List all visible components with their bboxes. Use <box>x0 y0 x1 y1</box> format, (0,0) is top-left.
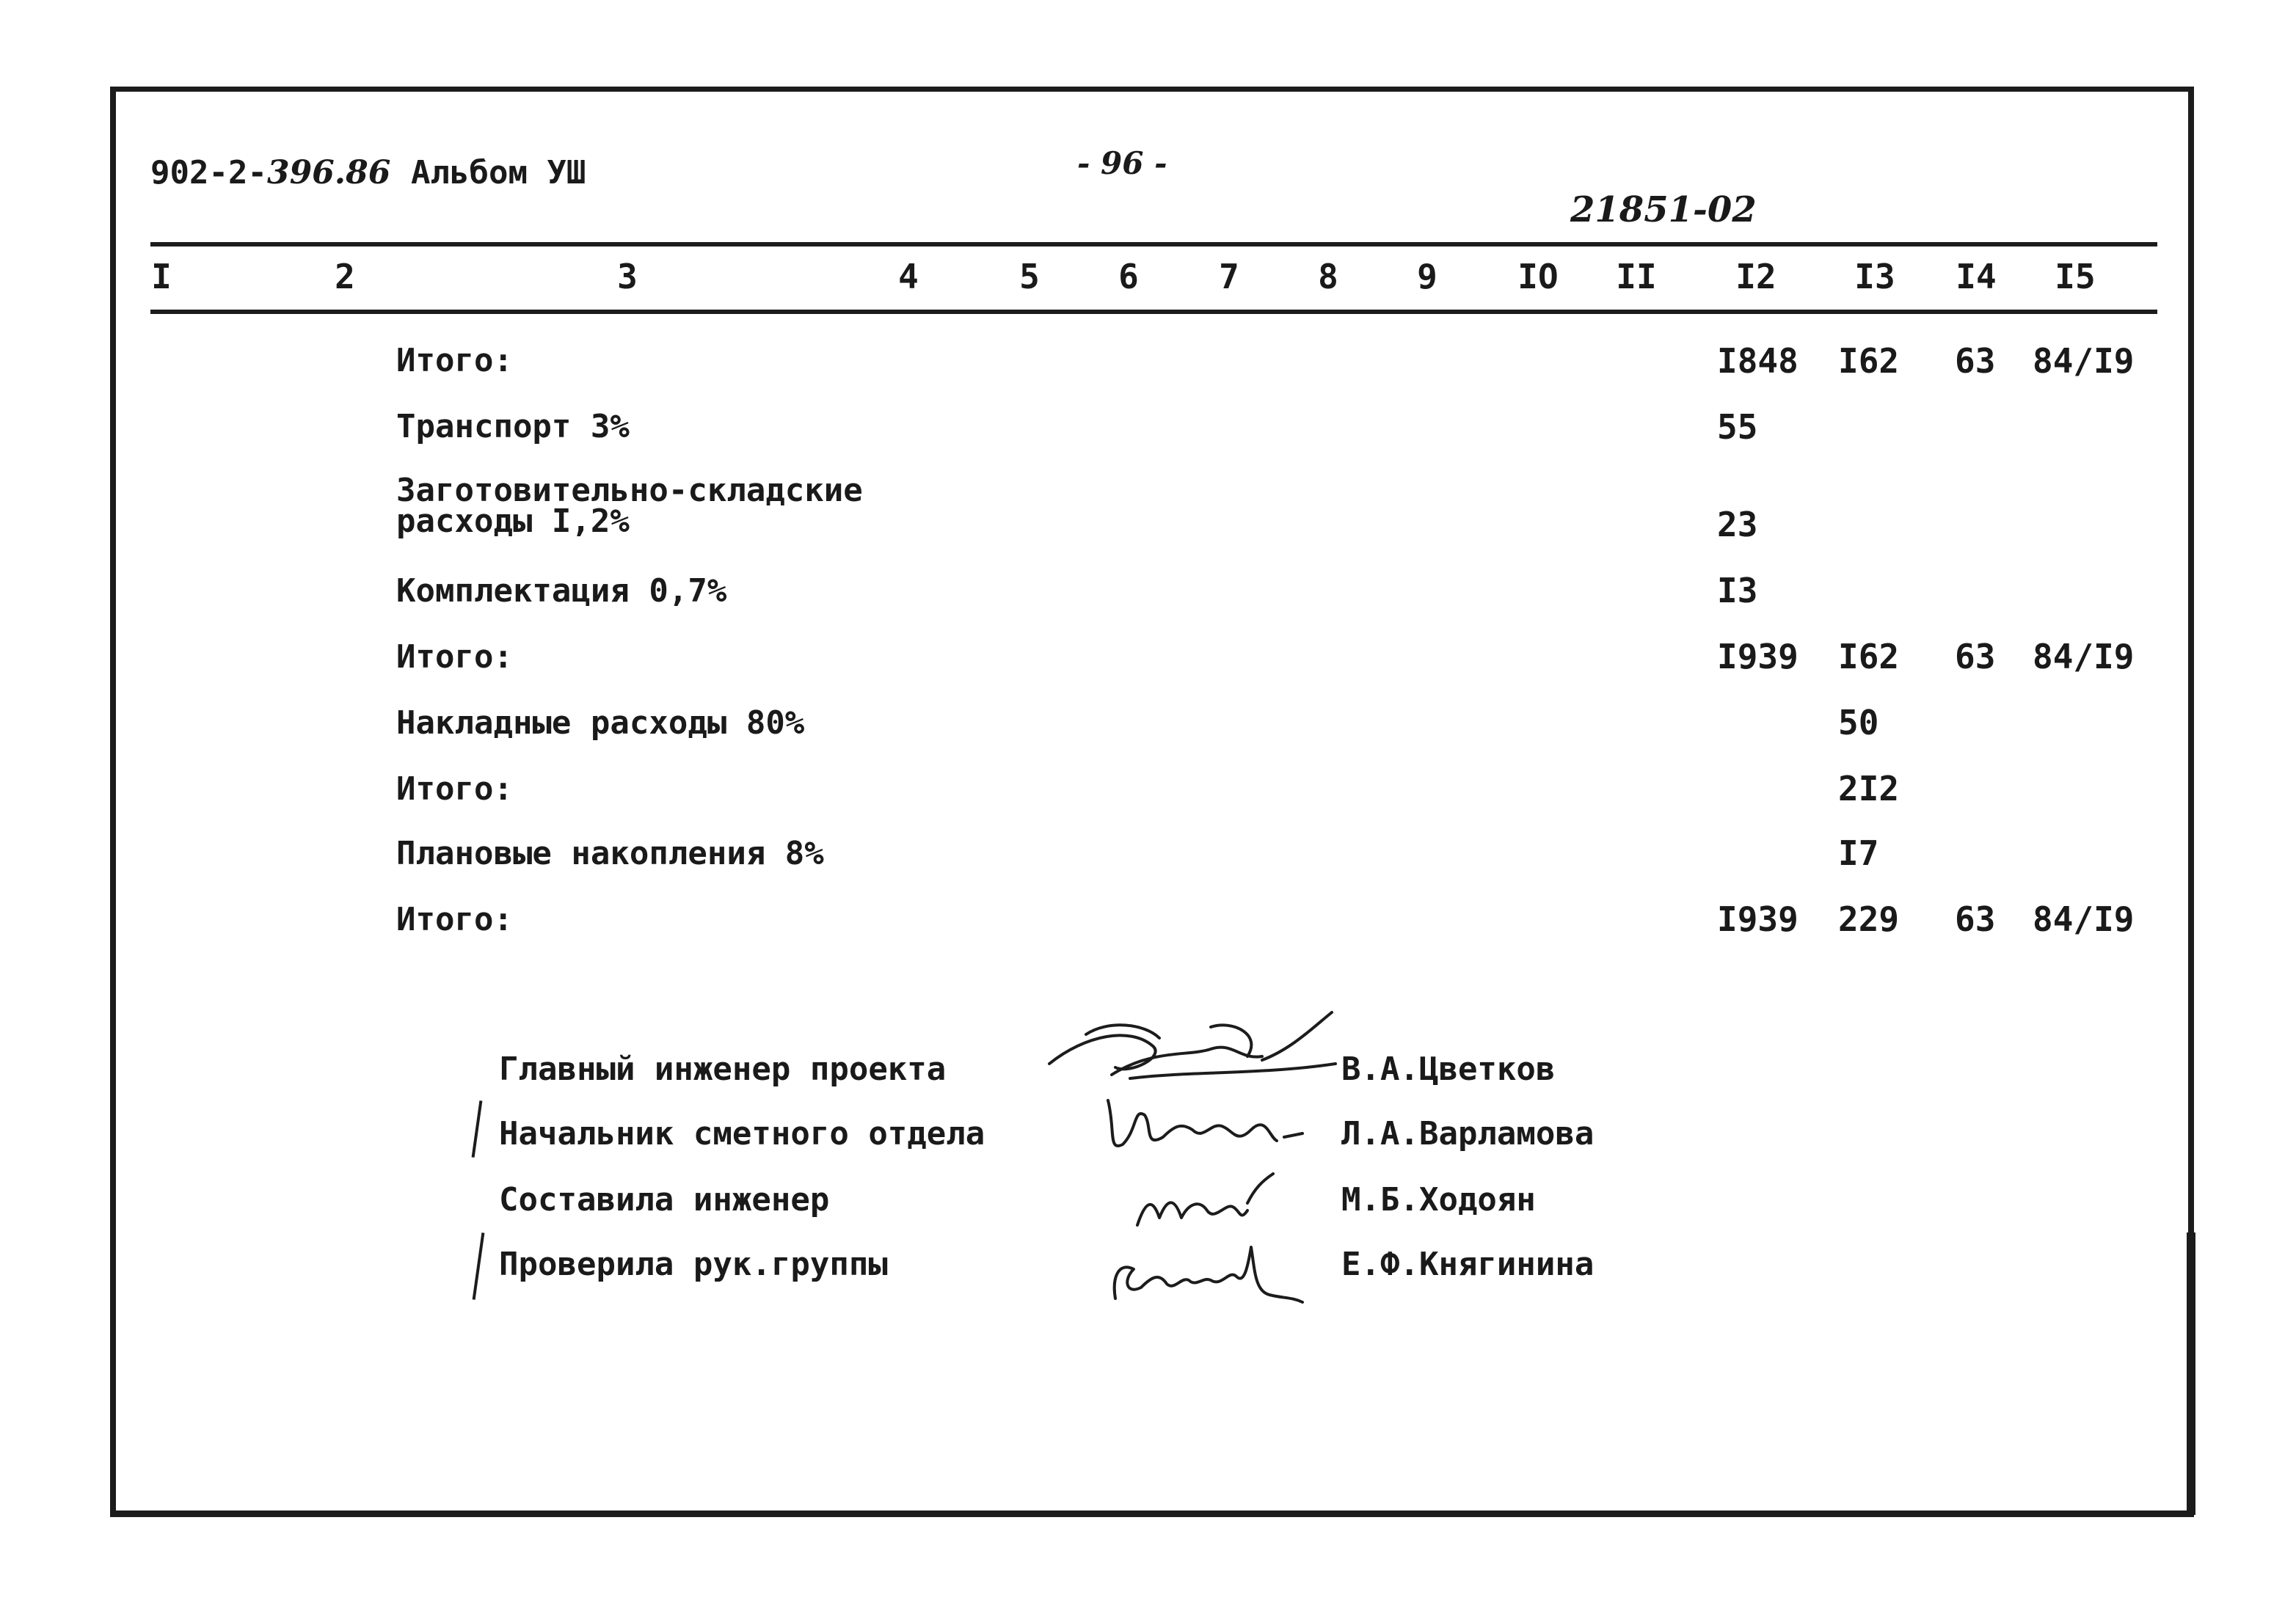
cell-col12: 55 <box>1717 407 1758 447</box>
column-header: I3 <box>1854 257 1895 296</box>
signature-name: Е.Ф.Княгинина <box>1341 1246 1595 1283</box>
page-number: - 96 - <box>1077 145 1167 181</box>
column-header: 2 <box>335 257 355 296</box>
cell-col12: I939 <box>1717 637 1798 676</box>
table-header-rule <box>150 310 2157 314</box>
signature-title: Главный инженер проекта <box>499 1051 947 1088</box>
column-header: II <box>1616 257 1657 296</box>
column-header: I4 <box>1956 257 1997 296</box>
column-header: 3 <box>617 257 638 296</box>
row-label: Итого: <box>396 901 513 938</box>
column-header: IO <box>1517 257 1559 296</box>
column-header: 4 <box>898 257 919 296</box>
signature-name: Л.А.Варламова <box>1341 1115 1595 1152</box>
row-label: Заготовительно-складские расходы I,2% <box>396 472 863 540</box>
row-label: Итого: <box>396 770 513 808</box>
cell-col13: 2I2 <box>1838 769 1900 808</box>
cell-col14: 63 <box>1955 899 1996 939</box>
cell-col13: 50 <box>1838 703 1879 742</box>
table-top-rule <box>150 242 2157 246</box>
signature-title: Начальник сметного отдела <box>499 1115 985 1152</box>
cell-col12: 23 <box>1717 505 1758 544</box>
cell-col12: I3 <box>1717 571 1758 610</box>
signature-title: Составила инженер <box>499 1181 830 1219</box>
cell-col14: 63 <box>1955 637 1996 676</box>
stamp-number: 21851-02 <box>1570 189 1757 230</box>
row-label: Плановые накопления 8% <box>396 835 824 872</box>
signature-scribble <box>1093 1086 1313 1166</box>
document-code-prefix: 902-2- <box>150 154 267 191</box>
row-label: Итого: <box>396 638 513 676</box>
document-code-handwritten: 396.86 <box>266 154 391 191</box>
signature-name: М.Б.Ходоян <box>1341 1181 1536 1219</box>
column-header: 5 <box>1019 257 1040 296</box>
cell-col13: 229 <box>1838 899 1900 939</box>
column-header: 8 <box>1318 257 1338 296</box>
column-header: 7 <box>1219 257 1239 296</box>
row-label: Комплектация 0,7% <box>396 572 727 610</box>
document-code <box>150 154 390 191</box>
column-header: I <box>151 257 172 296</box>
cell-col12: I939 <box>1717 899 1798 939</box>
signature-title: Проверила рук.группы <box>499 1246 888 1283</box>
row-label: Итого: <box>396 342 513 379</box>
cell-col13: I62 <box>1838 341 1900 381</box>
column-header: I5 <box>2055 257 2096 296</box>
row-label: Транспорт 3% <box>396 408 630 445</box>
album-label: Альбом УШ <box>411 154 586 191</box>
cell-col13: I7 <box>1838 833 1879 873</box>
cell-col15: 84/I9 <box>2033 341 2135 381</box>
signature-name: В.А.Цветков <box>1341 1051 1556 1088</box>
signature-scribble <box>1101 1225 1306 1313</box>
cell-col13: I62 <box>1838 637 1900 676</box>
cell-col15: 84/I9 <box>2033 899 2135 939</box>
frame-edge-mark <box>2187 1232 2195 1515</box>
column-header: 9 <box>1417 257 1437 296</box>
row-label: Накладные расходы 80% <box>396 704 805 742</box>
cell-col15: 84/I9 <box>2033 637 2135 676</box>
cell-col12: I848 <box>1717 341 1798 381</box>
column-header: 6 <box>1118 257 1139 296</box>
cell-col14: 63 <box>1955 341 1996 381</box>
column-header: I2 <box>1735 257 1776 296</box>
